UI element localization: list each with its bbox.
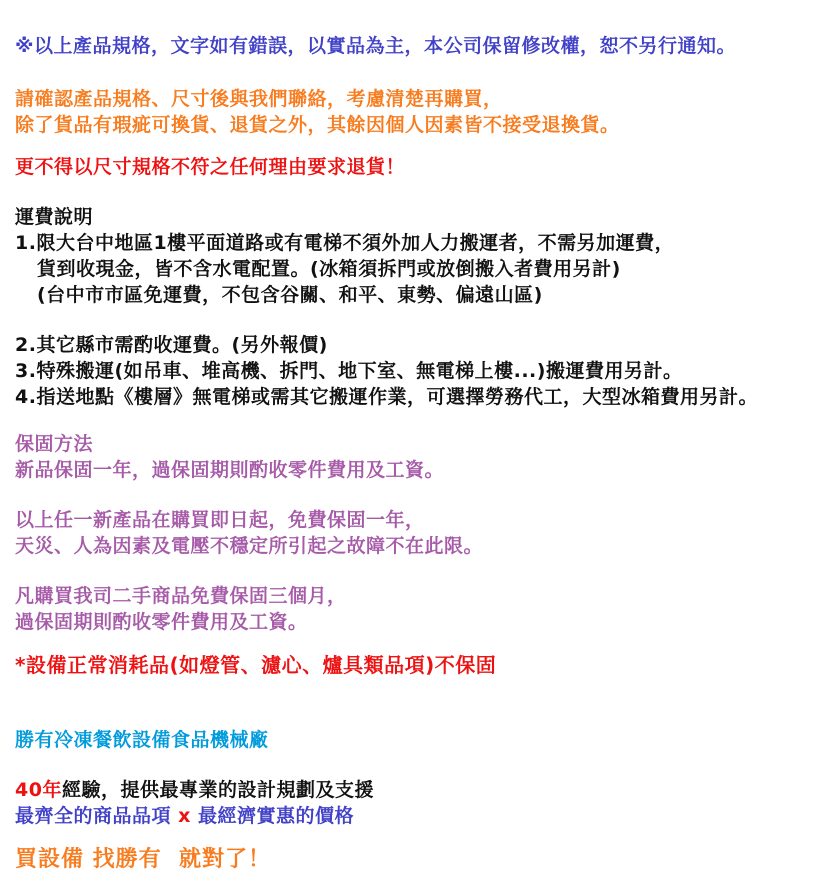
shipping-item-4: 4.指送地點《樓層》無電梯或需其它搬運作業，可選擇勞務代工，大型冰箱費用另計。	[15, 386, 758, 408]
range-text: 最齊全的商品品項	[15, 805, 172, 827]
shipping-item-1-line2: 貨到收現金，皆不含水電配置。(冰箱須拆門或放倒搬入者費用另計)	[37, 258, 621, 280]
shipping-item-3: 3.特殊搬運(如吊車、堆高機、拆門、地下室、無電梯上樓...)搬運費用另計。	[15, 360, 683, 382]
range-price-line	[15, 803, 806, 829]
warranty-used-line2: 過保固期則酌收零件費用及工資。	[15, 611, 308, 633]
shipping-item-2: 2.其它縣市需酌收運費。(另外報價)	[15, 334, 328, 356]
warranty-used-line1: 凡購買我司二手商品免費保固三個月，	[15, 585, 347, 607]
x-separator: x	[171, 805, 199, 827]
confirm-before-purchase-line1: 請確認產品規格、尺寸後與我們聯絡，考慮清楚再購買，	[15, 88, 503, 110]
shipping-title: 運費說明	[15, 206, 94, 228]
experience-line	[15, 777, 806, 803]
no-return-warning: 更不得以尺寸規格不符之任何理由要求退貨！	[15, 156, 406, 178]
warranty-new-product: 新品保固一年，過保固期則酌收零件費用及工資。	[15, 459, 445, 481]
warranty-title: 保固方法	[15, 433, 94, 455]
slogan-line: 買設備 找勝有 就對了！	[15, 847, 271, 872]
company-name: 勝有冷凍餐飲設備食品機械廠	[15, 729, 269, 751]
spec-disclaimer-line: ※以上產品規格，文字如有錯誤，以實品為主，本公司保留修改權，恕不另行通知。	[15, 35, 736, 57]
experience-years: 40年	[15, 779, 62, 801]
confirm-before-purchase-line2: 除了貨品有瑕疵可換貨、退貨之外，其餘因個人因素皆不接受退換貨。	[15, 114, 620, 136]
experience-rest: 經驗，提供最專業的設計規劃及支援	[61, 779, 374, 801]
warranty-free-line1: 以上任一新產品在購買即日起，免費保固一年，	[15, 509, 425, 531]
shipping-item-1-line1: 1.限大台中地區1樓平面道路或有電梯不須外加人力搬運者，不需另加運費，	[15, 232, 675, 254]
warranty-free-line2: 天災、人為因素及電壓不穩定所引起之故障不在此限。	[15, 535, 484, 557]
shipping-item-1-line3: (台中市市區免運費，不包含谷關、和平、東勢、偏遠山區)	[37, 284, 543, 306]
price-text: 最經濟實惠的價格	[198, 805, 355, 827]
warranty-exclusion: *設備正常消耗品(如燈管、濾心、爐具類品項)不保固	[15, 653, 497, 677]
